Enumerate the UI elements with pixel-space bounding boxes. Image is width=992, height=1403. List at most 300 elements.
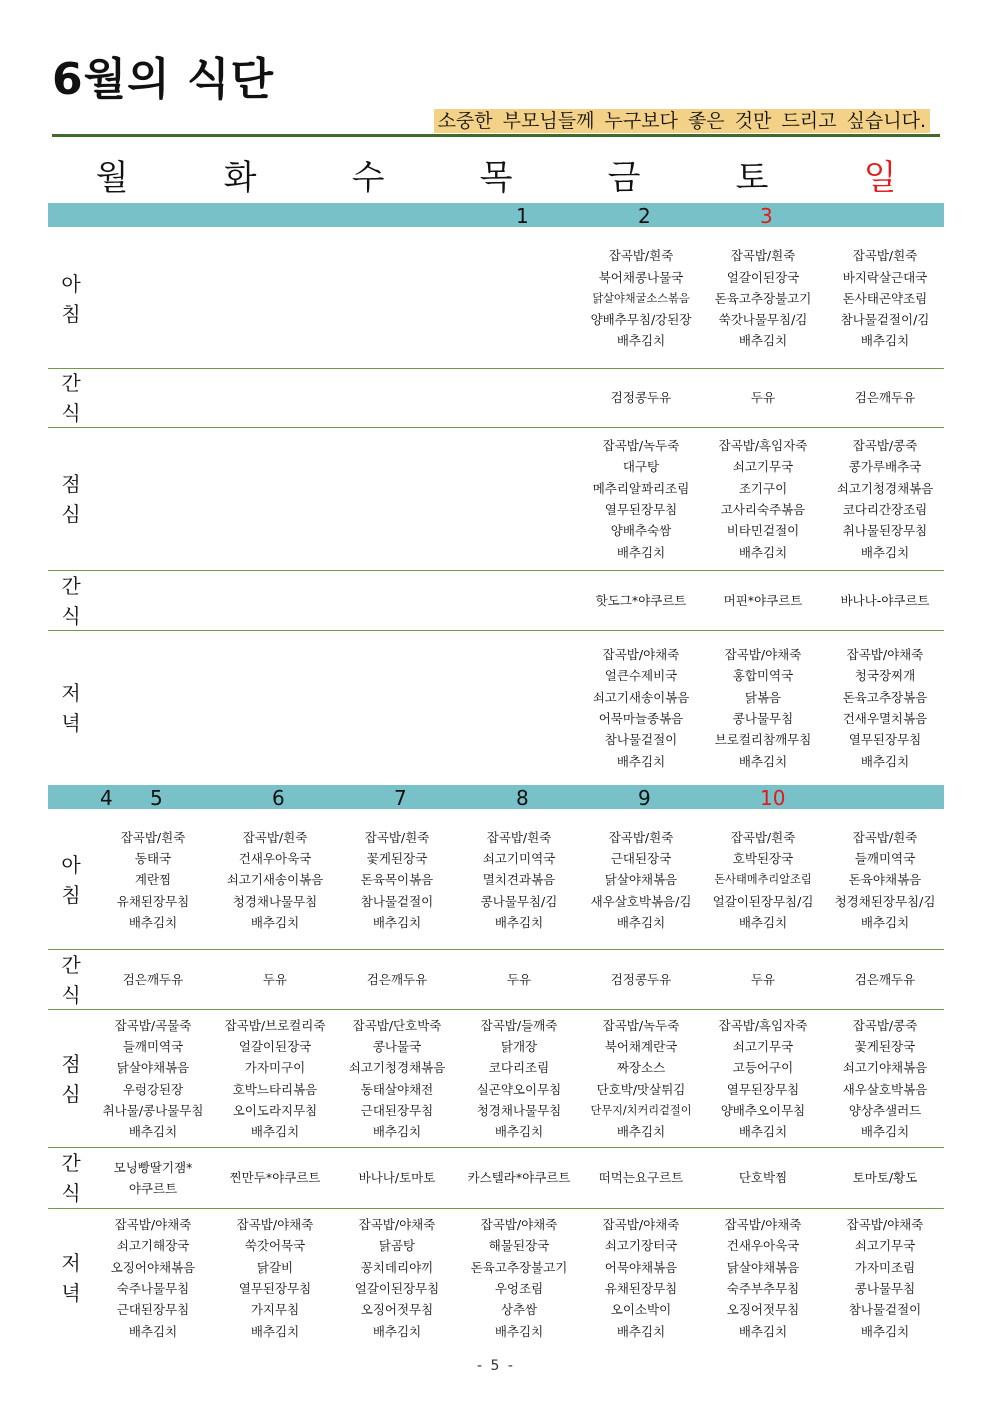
menu-item: 두유 [750, 971, 776, 987]
meal-label-char: 식 [61, 1181, 81, 1205]
menu-cell [578, 1209, 704, 1347]
menu-item: 배추김치 [494, 1124, 544, 1140]
menu-item: 닭살야채볶음 [726, 1259, 800, 1275]
menu-item: 참나물겉절이/김 [840, 312, 930, 328]
menu-item: 쇠고기야채볶음 [842, 1060, 928, 1076]
menu-item: 토마토/황도 [852, 1170, 918, 1186]
menu-cell [822, 1010, 948, 1147]
menu-item: 잡곡밥/흰죽 [608, 829, 674, 845]
menu-item: 잡곡밥/흰죽 [486, 829, 552, 845]
menu-item: 실곤약오이무침 [476, 1081, 562, 1097]
meal-label-char: 심 [61, 1081, 81, 1106]
menu-item: 청경채나물무침 [232, 893, 318, 909]
day-fri: 금 [607, 158, 641, 198]
menu-item: 쇠고기새송이볶음 [592, 689, 690, 705]
day-thu: 목 [479, 158, 513, 198]
date-number: 8 [516, 786, 529, 810]
meal-label-char: 간 [61, 371, 81, 395]
menu-item: 찐만두*야쿠르트 [229, 1170, 321, 1186]
menu-item: 청경채나물무침 [476, 1102, 562, 1118]
menu-item: 쑥갓어묵국 [244, 1238, 306, 1254]
menu-cell [90, 428, 216, 570]
menu-item: 잡곡밥/흰죽 [242, 829, 308, 845]
menu-item: 닭개장 [500, 1038, 538, 1054]
menu-item: 고등어구이 [732, 1060, 794, 1076]
menu-item: 호박된장국 [732, 851, 794, 867]
menu-item: 잡곡밥/흰죽 [852, 829, 918, 845]
meal-label-char: 침 [61, 301, 81, 326]
menu-cell [700, 950, 826, 1009]
menu-cell [700, 428, 826, 570]
menu-cell [90, 1010, 216, 1147]
menu-item: 오이소박이 [610, 1302, 672, 1318]
menu-cell [578, 1010, 704, 1147]
menu-cell [212, 1209, 338, 1347]
menu-item: 배추김치 [616, 1323, 666, 1339]
subtitle-wrap [434, 108, 930, 134]
menu-item: 들깨미역국 [854, 851, 916, 867]
menu-item: 머핀*야쿠르트 [723, 592, 803, 608]
menu-item: 해물된장국 [488, 1238, 550, 1254]
menu-cell [578, 571, 704, 630]
day-tue: 화 [223, 158, 257, 198]
menu-cell [456, 571, 582, 630]
menu-item: 배추김치 [738, 753, 788, 769]
menu-cell [578, 369, 704, 427]
menu-item: 검은깨두유 [122, 971, 184, 987]
menu-item: 우렁강된장 [122, 1081, 184, 1097]
menu-cell [334, 631, 460, 785]
menu-item: 돈육고추장볶음 [842, 689, 928, 705]
menu-item: 양배추오이무침 [720, 1102, 806, 1118]
menu-item: 닭갈비 [256, 1259, 294, 1275]
menu-item: 검정콩두유 [610, 390, 672, 406]
menu-item: 모닝빵딸기잼* [113, 1159, 193, 1175]
menu-cell [90, 950, 216, 1009]
menu-cell [334, 950, 460, 1009]
menu-item: 바지락살근대국 [842, 269, 928, 285]
meal-label-char: 간 [61, 573, 81, 598]
menu-item: 멸치견과볶음 [482, 872, 556, 888]
menu-item: 열무된장무침 [848, 732, 922, 748]
menu-cell [700, 229, 826, 368]
menu-item: 어묵마늘종볶음 [598, 711, 684, 726]
date-number: 5 [150, 786, 163, 810]
menu-cell [90, 369, 216, 427]
meal-label-char: 점 [61, 472, 81, 496]
meal-label-char: 녁 [61, 1281, 81, 1305]
meal-label [48, 950, 94, 1009]
menu-item: 배추김치 [128, 914, 178, 930]
menu-item: 가자미구이 [244, 1060, 306, 1076]
menu-item: 양배추무침/강된장 [590, 312, 692, 328]
menu-item: 배추김치 [860, 544, 910, 560]
menu-cell [700, 1010, 826, 1147]
menu-cell [700, 811, 826, 949]
menu-item: 잡곡밥/야채죽 [358, 1217, 436, 1233]
subtitle: 소중한 부모님들께 누구보다 좋은 것만 드리고 싶습니다. [434, 109, 930, 133]
menu-cell [212, 229, 338, 368]
menu-cell [212, 950, 338, 1009]
day-sun: 일 [863, 158, 897, 198]
menu-item: 돈육목이볶음 [360, 872, 434, 888]
menu-item: 두유 [506, 971, 532, 987]
menu-cell [822, 428, 948, 570]
menu-item: 검은깨두유 [854, 390, 916, 406]
menu-item: 쇠고기해장국 [116, 1238, 190, 1254]
menu-cell [578, 229, 704, 368]
menu-cell [822, 811, 948, 949]
meal-label-char: 침 [61, 883, 81, 907]
menu-cell [334, 571, 460, 630]
menu-item: 배추김치 [860, 914, 910, 930]
menu-item: 얼갈이된장국 [726, 269, 800, 285]
menu-cell [456, 229, 582, 368]
menu-item: 홍합미역국 [732, 668, 794, 684]
day-wed: 수 [351, 158, 385, 198]
menu-item: 참나물겉절이 [848, 1302, 922, 1318]
menu-item: 근대된장무침 [116, 1302, 190, 1318]
menu-item: 콩나물무침 [732, 711, 794, 726]
menu-item: 유채된장무침 [604, 1281, 678, 1296]
menu-cell [578, 811, 704, 949]
menu-cell [700, 631, 826, 785]
meal-label-char: 간 [61, 1151, 81, 1175]
menu-item: 대구탕 [622, 459, 660, 475]
menu-item: 배추김치 [616, 544, 666, 560]
menu-cell [578, 428, 704, 570]
menu-item: 배추김치 [128, 1124, 178, 1140]
menu-item: 배추김치 [738, 914, 788, 930]
menu-item: 건새우아욱국 [726, 1238, 800, 1254]
menu-item: 새우살호박볶음 [842, 1081, 928, 1097]
meal-label-char: 식 [61, 603, 81, 628]
menu-cell [456, 811, 582, 949]
menu-cell [212, 571, 338, 630]
menu-item: 잡곡밥/브로컬리죽 [224, 1017, 326, 1033]
menu-cell [456, 1209, 582, 1347]
menu-item: 잡곡밥/콩죽 [852, 438, 918, 454]
menu-item: 돈육고추장불고기 [470, 1259, 568, 1275]
menu-item: 쇠고기미역국 [482, 851, 556, 867]
menu-cell [334, 369, 460, 427]
date-number: 4 [100, 786, 113, 810]
menu-item: 숙주부추무침 [726, 1281, 800, 1296]
menu-item: 잡곡밥/흑임자죽 [718, 1017, 808, 1033]
menu-item: 잡곡밥/야채죽 [602, 1217, 680, 1233]
date-number: 2 [638, 204, 651, 228]
menu-item: 오이도라지무침 [232, 1102, 318, 1118]
menu-item: 잡곡밥/녹두죽 [602, 438, 680, 454]
menu-item: 열무된장무침 [726, 1081, 800, 1097]
menu-item: 계란찜 [134, 872, 172, 888]
meal-label [48, 1209, 94, 1347]
menu-cell [456, 950, 582, 1009]
menu-item: 짜장소스 [616, 1060, 666, 1076]
menu-item: 배추김치 [128, 1323, 178, 1339]
menu-item: 호박느타리볶음 [232, 1081, 318, 1097]
menu-item: 얼갈이된장국 [238, 1038, 312, 1054]
menu-item: 북어채계란국 [604, 1038, 678, 1054]
menu-item: 잡곡밥/야채죽 [724, 647, 802, 663]
menu-item: 쇠고기무국 [732, 1038, 794, 1054]
menu-item: 떠먹는요구르트 [598, 1170, 684, 1186]
menu-item: 열무된장무침 [604, 502, 678, 517]
meal-label-char: 저 [61, 681, 81, 705]
menu-item: 닭살야채굴소스볶음 [592, 291, 690, 305]
meal-label-char: 아 [61, 271, 81, 296]
menu-item: 어묵야채볶음 [604, 1259, 678, 1275]
menu-item: 가지무침 [250, 1302, 300, 1318]
meal-label [48, 229, 94, 368]
menu-item: 잡곡밥/야채죽 [114, 1217, 192, 1233]
menu-item: 배추김치 [616, 753, 666, 769]
menu-item: 검은깨두유 [366, 971, 428, 987]
menu-item: 오징어젓무침 [360, 1302, 434, 1318]
menu-item: 들깨미역국 [122, 1038, 184, 1054]
menu-item: 우엉조림 [494, 1281, 544, 1296]
menu-item: 콩나물무침 [854, 1281, 916, 1296]
meal-label-char: 아 [61, 853, 81, 877]
menu-cell [334, 428, 460, 570]
menu-item: 단호박/맛살튀김 [596, 1081, 686, 1097]
menu-item: 잡곡밥/흰죽 [608, 248, 674, 264]
menu-cell [822, 369, 948, 427]
menu-item: 잡곡밥/녹두죽 [602, 1017, 680, 1033]
meal-label [48, 631, 94, 785]
menu-item: 쇠고기무국 [854, 1238, 916, 1254]
menu-item: 배추김치 [250, 1124, 300, 1140]
menu-item: 오징어젓무침 [726, 1302, 800, 1318]
menu-cell [578, 631, 704, 785]
menu-item: 닭살야채볶음 [604, 872, 678, 888]
meal-label-char: 식 [61, 401, 81, 425]
menu-item: 배추김치 [372, 1124, 422, 1140]
menu-item: 검은깨두유 [854, 971, 916, 987]
menu-cell [822, 1148, 948, 1208]
menu-item: 콩나물무침/김 [480, 893, 558, 909]
menu-item: 얼갈이된장무침 [354, 1281, 440, 1296]
menu-cell [822, 631, 948, 785]
menu-item: 잡곡밥/흰죽 [364, 829, 430, 845]
menu-cell [212, 428, 338, 570]
menu-item: 닭곰탕 [378, 1238, 416, 1254]
menu-item: 청경채된장무침/김 [834, 893, 936, 909]
menu-item: 콩나물국 [372, 1038, 422, 1054]
menu-item: 돈사태메추리알조림 [714, 873, 812, 887]
menu-item: 쇠고기장터국 [604, 1238, 678, 1254]
menu-cell [334, 229, 460, 368]
menu-item: 얼큰수제비국 [604, 668, 678, 684]
date-number: 10 [760, 786, 786, 810]
menu-item: 숙주나물무침 [116, 1281, 190, 1296]
menu-item: 쑥갓나물무침/김 [718, 312, 808, 328]
menu-cell [212, 1010, 338, 1147]
menu-item: 코다리조림 [488, 1060, 550, 1076]
menu-item: 잡곡밥/들깨죽 [480, 1017, 558, 1033]
menu-item: 배추김치 [860, 1323, 910, 1339]
menu-item: 쇠고기새송이볶음 [226, 872, 324, 888]
menu-item: 배추김치 [372, 1323, 422, 1339]
meal-label-char: 저 [61, 1251, 81, 1275]
date-number [388, 203, 510, 227]
menu-item: 메추리알꽈리조림 [592, 480, 690, 496]
menu-item: 카스텔라*야쿠르트 [467, 1170, 571, 1186]
menu-cell [456, 1148, 582, 1208]
menu-item: 브로컬리참깨무침 [714, 732, 812, 748]
menu-item: 배추김치 [738, 333, 788, 349]
menu-cell [212, 1148, 338, 1208]
menu-item: 잡곡밥/흰죽 [120, 829, 186, 845]
menu-cell [90, 1148, 216, 1208]
date-band [48, 203, 944, 227]
menu-item: 취나물/콩나물무침 [102, 1102, 204, 1118]
menu-item: 배추김치 [494, 914, 544, 930]
menu-item: 핫도그*야쿠르트 [595, 592, 687, 608]
menu-item: 잡곡밥/흰죽 [730, 829, 796, 845]
menu-item: 야쿠르트 [128, 1181, 178, 1196]
menu-item: 배추김치 [738, 1124, 788, 1140]
menu-item: 잡곡밥/야채죽 [602, 647, 680, 663]
menu-cell [90, 229, 216, 368]
menu-item: 잡곡밥/야채죽 [236, 1217, 314, 1233]
menu-cell [334, 1010, 460, 1147]
menu-item: 잡곡밥/야채죽 [846, 1217, 924, 1233]
menu-item: 고사리숙주볶음 [720, 502, 806, 517]
menu-item: 참나물겉절이 [360, 893, 434, 909]
menu-item: 양상추샐러드 [848, 1102, 922, 1118]
menu-item: 배추김치 [860, 753, 910, 769]
menu-item: 꽃게된장국 [854, 1038, 916, 1054]
menu-item: 검정콩두유 [610, 971, 672, 987]
menu-item: 쇠고기청경채볶음 [836, 480, 934, 496]
menu-cell [212, 811, 338, 949]
menu-item: 가자미조림 [854, 1259, 916, 1275]
menu-cell [212, 369, 338, 427]
menu-item: 돈육야채볶음 [848, 872, 922, 888]
menu-item: 두유 [750, 390, 776, 406]
menu-cell [90, 1209, 216, 1347]
meal-label-char: 간 [61, 952, 81, 977]
menu-item: 비타민겉절이 [726, 523, 800, 539]
menu-item: 닭볶음 [744, 689, 782, 705]
menu-item: 콩가루배추국 [848, 459, 922, 475]
menu-item: 상추쌈 [500, 1302, 538, 1318]
menu-item: 양배추숙쌈 [610, 523, 672, 539]
menu-item: 북어채콩나물국 [598, 269, 684, 285]
meal-label [48, 1148, 94, 1208]
menu-item: 배추김치 [616, 914, 666, 930]
menu-item: 코다리간장조림 [842, 502, 928, 517]
menu-item: 배추김치 [372, 914, 422, 930]
menu-item: 새우살호박볶음/김 [590, 893, 692, 909]
day-header [48, 155, 944, 201]
date-number: 7 [394, 786, 407, 810]
menu-cell [578, 950, 704, 1009]
menu-item: 바나나-야쿠르트 [840, 592, 930, 608]
menu-item: 꽁치데리야끼 [360, 1259, 434, 1275]
menu-cell [456, 631, 582, 785]
menu-item: 두유 [262, 971, 288, 987]
menu-item: 잡곡밥/흑임자죽 [718, 438, 808, 454]
menu-cell [456, 369, 582, 427]
menu-item: 취나물된장무침 [842, 523, 928, 539]
menu-item: 잡곡밥/콩죽 [852, 1017, 918, 1033]
menu-item: 열무된장무침 [238, 1281, 312, 1296]
menu-item: 배추김치 [860, 1124, 910, 1140]
menu-item: 배추김치 [494, 1323, 544, 1339]
menu-cell [700, 1209, 826, 1347]
menu-item: 단무지/치커리겉절이 [590, 1103, 692, 1117]
menu-cell [578, 1148, 704, 1208]
meal-label [48, 811, 94, 949]
meal-label-char: 심 [61, 502, 81, 526]
menu-cell [822, 229, 948, 368]
menu-cell [90, 631, 216, 785]
menu-cell [90, 571, 216, 630]
menu-item: 조기구이 [738, 480, 788, 496]
menu-item: 동태국 [134, 851, 172, 867]
menu-cell [334, 1209, 460, 1347]
menu-cell [822, 571, 948, 630]
menu-item: 배추김치 [738, 1323, 788, 1339]
menu-cell [700, 369, 826, 427]
date-band [48, 785, 944, 809]
menu-item: 돈육고추장불고기 [714, 290, 812, 306]
menu-item: 잡곡밥/흰죽 [730, 248, 796, 264]
day-mon: 월 [95, 158, 129, 198]
menu-cell [456, 1010, 582, 1147]
meal-label-char: 점 [61, 1051, 81, 1076]
meal-label-char: 식 [61, 982, 81, 1007]
menu-item: 유채된장무침 [116, 893, 190, 909]
date-number: 6 [272, 786, 285, 810]
menu-item: 배추김치 [616, 333, 666, 349]
menu-item: 근대된장국 [610, 851, 672, 867]
menu-cell [90, 811, 216, 949]
menu-item: 돈사태곤약조림 [842, 290, 928, 306]
meal-label [48, 369, 94, 427]
menu-item: 배추김치 [738, 544, 788, 560]
menu-cell [822, 1209, 948, 1347]
menu-item: 단호박찜 [738, 1170, 788, 1186]
menu-item: 쇠고기무국 [732, 459, 794, 475]
menu-item: 배추김치 [860, 333, 910, 349]
menu-item: 닭살야채볶음 [116, 1060, 190, 1076]
menu-item: 건새우아욱국 [238, 851, 312, 867]
menu-item: 잡곡밥/야채죽 [480, 1217, 558, 1233]
menu-item: 청국장찌개 [854, 668, 916, 684]
menu-cell [334, 1148, 460, 1208]
meal-label [48, 571, 94, 630]
menu-item: 쇠고기청경채볶음 [348, 1060, 446, 1076]
meal-label [48, 428, 94, 570]
menu-item: 잡곡밥/야채죽 [724, 1217, 802, 1233]
menu-cell [700, 571, 826, 630]
menu-item: 잡곡밥/단호박죽 [352, 1017, 442, 1033]
menu-item: 바나나/토마토 [358, 1170, 436, 1186]
menu-cell [334, 811, 460, 949]
meal-label [48, 1010, 94, 1147]
date-number [48, 203, 144, 227]
date-number: 1 [516, 204, 529, 228]
menu-item: 잡곡밥/흰죽 [852, 248, 918, 264]
menu-item: 잡곡밥/곡물죽 [114, 1017, 192, 1033]
page-title: 6월의 식단 [52, 54, 274, 105]
title-rule [52, 134, 940, 137]
menu-cell [822, 950, 948, 1009]
menu-cell [456, 428, 582, 570]
